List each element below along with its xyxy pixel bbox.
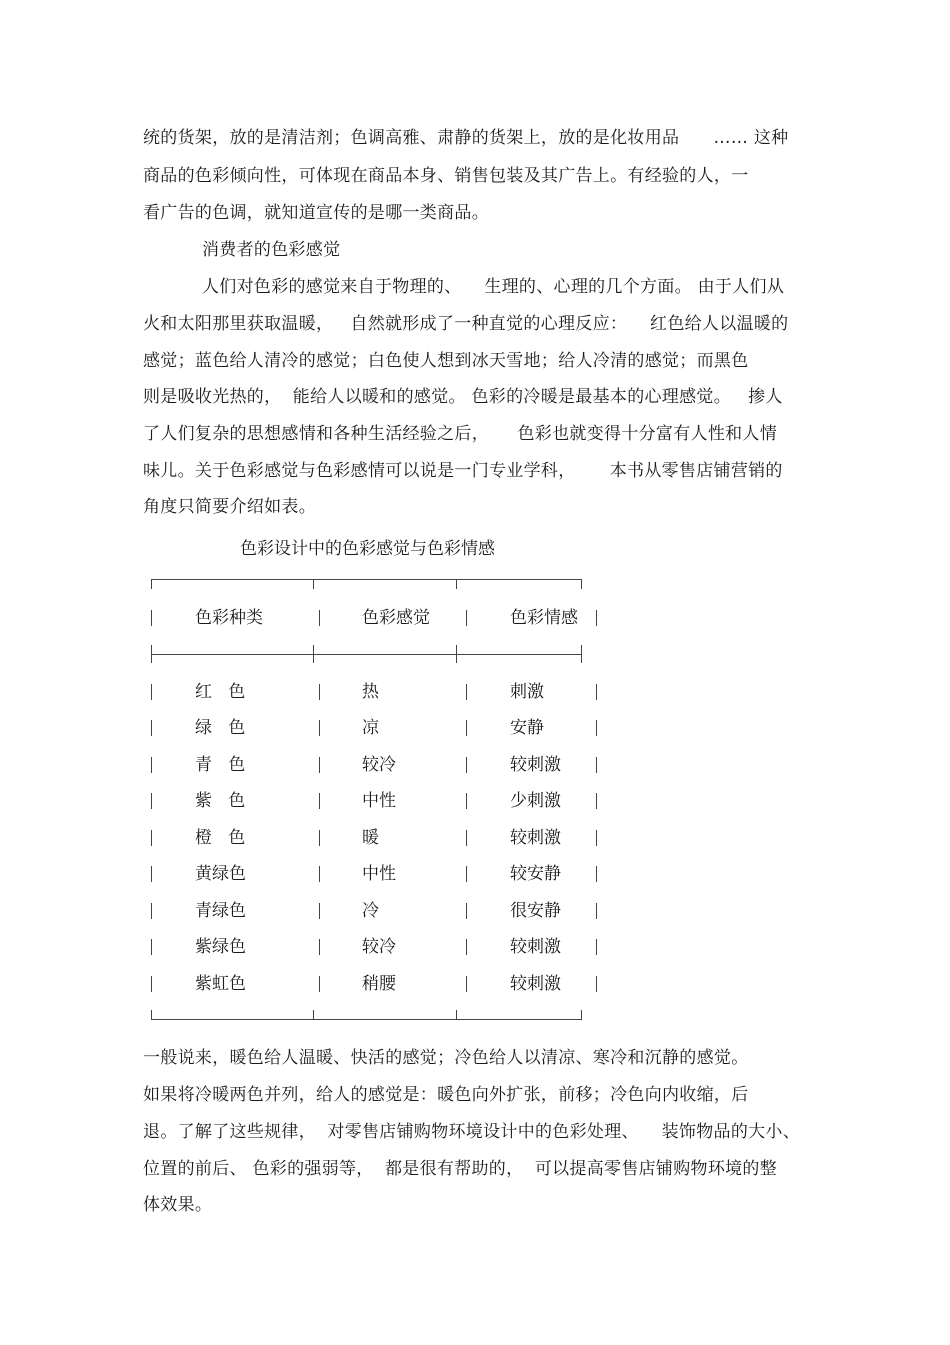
table-cell: 很安静 — [510, 901, 561, 921]
table-bar — [151, 939, 152, 955]
table-cell: 青 色 — [195, 755, 246, 775]
table-cell: 紫绿色 — [195, 937, 246, 957]
table-bar — [596, 720, 597, 736]
table-joint-tick — [313, 645, 314, 663]
text-line: 一般说来，暖色给人温暖、快活的感觉；冷色给人以清凉、寒冷和沉静的感觉。 — [143, 1048, 749, 1068]
text-line: 味儿。关于色彩感觉与色彩感情可以说是一门专业学科， 本书从零售店铺营销的 — [143, 461, 783, 481]
table-bar — [151, 793, 152, 809]
table-bar — [466, 610, 467, 626]
table-corner-tick — [151, 1010, 152, 1020]
table-cell: 安静 — [510, 718, 544, 738]
table-bar — [596, 976, 597, 992]
text-line: 火和太阳那里获取温暖， 自然就形成了一种直觉的心理反应： 红色给人以温暖的 — [143, 314, 789, 334]
table-corner-tick — [581, 1010, 582, 1020]
table-bar — [151, 610, 152, 626]
table-header-cell: 色彩情感 — [510, 608, 578, 628]
table-cell: 紫虹色 — [195, 974, 246, 994]
table-bar — [319, 830, 320, 846]
table-cell: 暖 — [362, 828, 379, 848]
table-bottom-border — [151, 1019, 582, 1020]
table-bar — [596, 903, 597, 919]
table-bar — [596, 684, 597, 700]
table-cell: 橙 色 — [195, 828, 246, 848]
text-line: 退。了解了这些规律， 对零售店铺购物环境设计中的色彩处理、 装饰物品的大小、 — [143, 1122, 801, 1142]
table-bar — [466, 830, 467, 846]
text-line: 感觉；蓝色给人清冷的感觉；白色使人想到冰天雪地；给人冷清的感觉；而黑色 — [143, 351, 749, 371]
table-cell: 中性 — [362, 864, 396, 884]
text-line: 位置的前后、 色彩的强弱等， 都是很有帮助的， 可以提高零售店铺购物环境的整 — [143, 1159, 778, 1179]
table-bar — [466, 684, 467, 700]
table-bar — [596, 866, 597, 882]
table-bar — [151, 866, 152, 882]
table-joint-tick — [151, 645, 152, 663]
table-bar — [596, 939, 597, 955]
table-bar — [466, 939, 467, 955]
text-line: 体效果。 — [143, 1195, 213, 1215]
table-bar — [319, 793, 320, 809]
table-corner-tick — [151, 579, 152, 589]
table-joint-tick — [581, 645, 582, 663]
table-joint-tick — [456, 1010, 457, 1020]
table-bar — [319, 866, 320, 882]
table-cell: 绿 色 — [195, 718, 246, 738]
table-cell: 红 色 — [195, 682, 246, 702]
table-bar — [466, 976, 467, 992]
table-cell: 较刺激 — [510, 974, 561, 994]
table-cell: 热 — [362, 682, 379, 702]
table-bar — [151, 903, 152, 919]
table-bar — [319, 684, 320, 700]
text-line: 人们对色彩的感觉来自于物理的、 生理的、心理的几个方面。 由于人们从 — [202, 277, 785, 297]
table-bar — [319, 903, 320, 919]
text-line: 统的货架，放的是清洁剂；色调高雅、肃静的货架上，放的是化妆用品 …… 这种 — [143, 128, 789, 148]
table-bar — [596, 757, 597, 773]
table-bar — [596, 793, 597, 809]
table-bar — [319, 976, 320, 992]
table-cell: 较刺激 — [510, 937, 561, 957]
table-cell: 紫 色 — [195, 791, 246, 811]
table-bar — [596, 610, 597, 626]
table-bar — [151, 720, 152, 736]
table-cell: 凉 — [362, 718, 379, 738]
table-cell: 较刺激 — [510, 755, 561, 775]
table-bar — [319, 939, 320, 955]
table-cell: 中性 — [362, 791, 396, 811]
table-cell: 冷 — [362, 901, 379, 921]
text-line: 如果将冷暖两色并列，给人的感觉是：暖色向外扩张，前移；冷色向内收缩，后 — [143, 1085, 749, 1105]
table-joint-tick — [313, 1010, 314, 1020]
text-line: 看广告的色调，就知道宣传的是哪一类商品。 — [143, 203, 489, 223]
table-bar — [151, 830, 152, 846]
table-bar — [319, 757, 320, 773]
table-bar — [151, 757, 152, 773]
table-cell: 青绿色 — [195, 901, 246, 921]
table-bar — [466, 903, 467, 919]
table-joint-tick — [313, 579, 314, 589]
table-bar — [466, 793, 467, 809]
table-bar — [319, 720, 320, 736]
table-corner-tick — [581, 579, 582, 589]
table-header-cell: 色彩种类 — [195, 608, 263, 628]
table-cell: 较冷 — [362, 755, 396, 775]
table-cell: 较刺激 — [510, 828, 561, 848]
text-line: 了人们复杂的思想感情和各种生活经验之后， 色彩也就变得十分富有人性和人情 — [143, 424, 778, 444]
table-cell: 少刺激 — [510, 791, 561, 811]
table-cell: 刺激 — [510, 682, 544, 702]
table-bar — [466, 866, 467, 882]
table-joint-tick — [456, 579, 457, 589]
text-line: 商品的色彩倾向性，可体现在商品本身、销售包装及其广告上。有经验的人，一 — [143, 166, 749, 186]
text-line: 则是吸收光热的， 能给人以暖和的感觉。 色彩的冷暖是最基本的心理感觉。 掺人 — [143, 387, 783, 407]
table-cell: 黄绿色 — [195, 864, 246, 884]
section-heading: 消费者的色彩感觉 — [202, 240, 341, 260]
table-cell: 较冷 — [362, 937, 396, 957]
table-joint-tick — [456, 645, 457, 663]
table-bar — [466, 720, 467, 736]
table-bar — [151, 684, 152, 700]
table-top-border — [151, 579, 582, 580]
table-header-cell: 色彩感觉 — [362, 608, 430, 628]
table-cell: 较安静 — [510, 864, 561, 884]
table-bar — [319, 610, 320, 626]
table-cell: 稍腰 — [362, 974, 396, 994]
text-line: 角度只简要介绍如表。 — [143, 497, 316, 517]
table-header-separator — [151, 654, 582, 655]
table-caption: 色彩设计中的色彩感觉与色彩情感 — [240, 539, 495, 559]
table-bar — [596, 830, 597, 846]
table-bar — [151, 976, 152, 992]
table-bar — [466, 757, 467, 773]
